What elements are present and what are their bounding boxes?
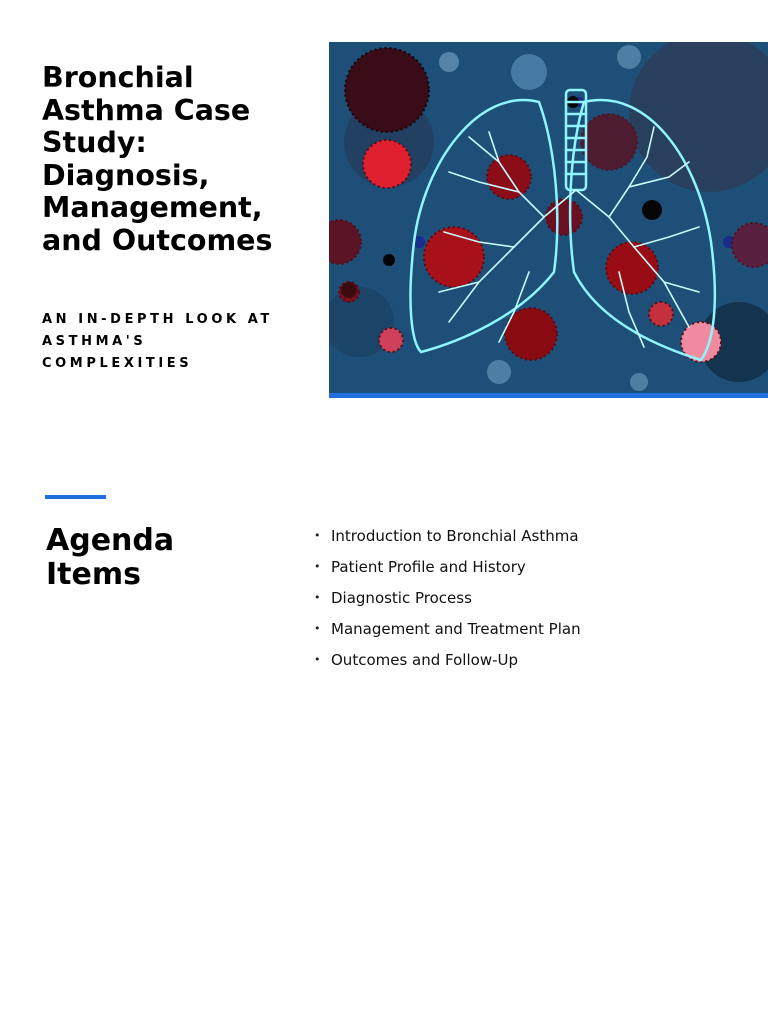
title-line: Management,: [42, 191, 263, 225]
title-line: Diagnosis,: [42, 158, 210, 192]
title-line: Bronchial: [42, 61, 194, 94]
agenda-item-label: Diagnostic Process: [331, 589, 472, 607]
slide-subtitle: [42, 309, 302, 375]
slide-title: [42, 62, 304, 258]
subtitle-line: AN IN-DEPTH LOOK AT: [42, 312, 273, 327]
agenda-item-label: Patient Profile and History: [331, 558, 526, 576]
title-line: and Outcomes: [42, 223, 273, 257]
subtitle-line: ASTHMA'S: [42, 334, 147, 349]
agenda-item-label: Introduction to Bronchial Asthma: [331, 527, 579, 545]
agenda-list: [314, 526, 754, 681]
agenda-item-label: Outcomes and Follow-Up: [331, 651, 518, 669]
bullet-icon: •: [314, 653, 321, 666]
agenda-title-line: Agenda: [46, 523, 175, 558]
lungs-illustration: [329, 42, 768, 398]
agenda-item: [314, 588, 754, 619]
agenda-title: [46, 524, 266, 592]
agenda-item-label: Management and Treatment Plan: [331, 620, 581, 638]
section-accent-bar: [45, 495, 106, 499]
agenda-item: [314, 619, 754, 650]
agenda-title-line: Items: [46, 557, 141, 592]
bullet-icon: •: [314, 622, 321, 635]
bullet-icon: •: [314, 560, 321, 573]
agenda-item: [314, 557, 754, 588]
lungs-hero-image: [329, 42, 768, 398]
title-line: Asthma Case: [42, 93, 251, 127]
title-line: Study:: [42, 126, 147, 160]
bullet-icon: •: [314, 529, 321, 542]
bullet-icon: •: [314, 591, 321, 604]
agenda-item: [314, 650, 754, 681]
agenda-item: [314, 526, 754, 557]
subtitle-line: COMPLEXITIES: [42, 356, 193, 371]
